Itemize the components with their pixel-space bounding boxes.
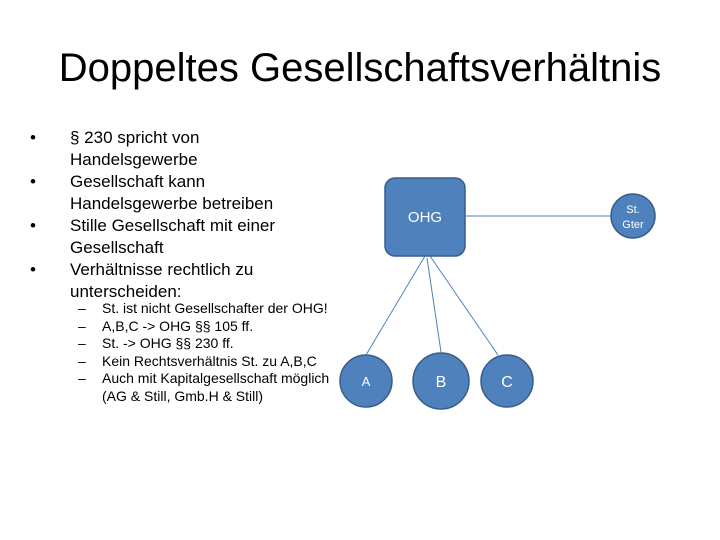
bullet-item: • Verhältnisse rechtlich zu unterscheiden:: [30, 260, 254, 301]
sub-bullet-item: – A,B,C -> OHG §§ 105 ff.: [78, 317, 254, 334]
a-label: A: [361, 374, 371, 389]
stg-label-line2: Gter: [622, 219, 644, 231]
bullet-item: • Stille Gesellschaft mit einer Gesellschaft: [30, 216, 276, 257]
stg-label-line1: St.: [626, 204, 640, 216]
sub-bullet-item: – St. ist nicht Gesellschafter der OHG!: [78, 300, 328, 316]
slide-title: Doppeltes Gesellschaftsverhältnis: [58, 46, 662, 90]
sub-bullet-item: – Kein Rechtsverhältnis St. zu A,B,C: [78, 352, 317, 369]
dash-marker: –: [78, 352, 86, 369]
bullet-item: • Gesellschaft kann Handelsgewerbe betreiben: [30, 172, 274, 213]
bullet-item: • § 230 spricht von Handelsgewerbe: [30, 128, 200, 169]
connector-ohg-c: [430, 256, 498, 355]
dash-marker: –: [78, 335, 86, 351]
sub-bullet-item: – St. -> OHG §§ 230 ff.: [78, 335, 234, 351]
dash-marker: –: [78, 317, 86, 334]
connector-ohg-a: [366, 256, 425, 355]
bullet-dot: •: [30, 216, 36, 235]
bullet-dot: •: [30, 172, 36, 191]
bullet-dot: •: [30, 128, 36, 147]
connector-ohg-b: [427, 258, 441, 352]
sub-bullet-item: – Auch mit Kapitalgesellschaft möglich (AG & Still, Gmb.H & Still): [78, 370, 330, 404]
dash-marker: –: [78, 370, 86, 386]
dash-marker: –: [78, 300, 86, 316]
stg-node: [611, 194, 655, 238]
ohg-label: OHG: [407, 209, 443, 226]
c-label: C: [501, 374, 513, 391]
bullet-dot: •: [30, 260, 36, 279]
b-label: B: [435, 374, 447, 391]
